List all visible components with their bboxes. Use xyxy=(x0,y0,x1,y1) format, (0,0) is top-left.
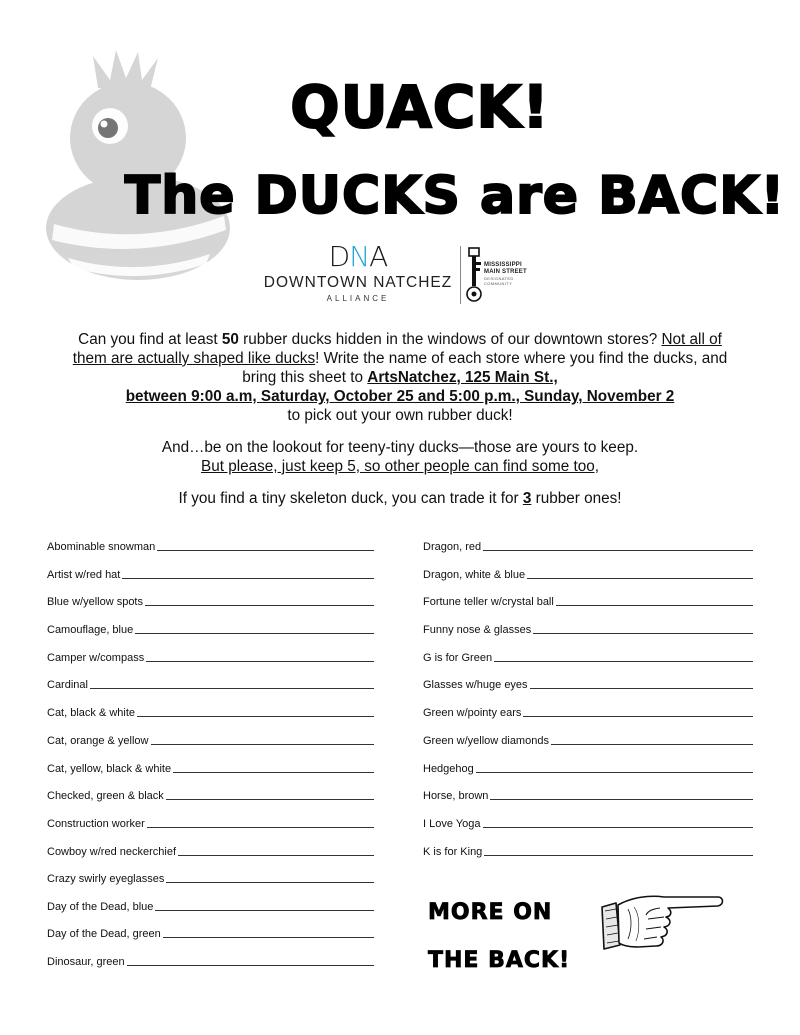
intro-underlined-text: But please, just keep 5, so other people can find some too, xyxy=(201,458,599,475)
write-in-line[interactable] xyxy=(166,799,374,800)
list-item xyxy=(423,620,753,636)
write-in-line[interactable] xyxy=(476,772,753,773)
write-in-line[interactable] xyxy=(155,910,374,911)
write-in-line[interactable] xyxy=(494,661,753,662)
dropoff-times: between 9:00 a.m, Saturday, October 25 and 5:00 p.m., Sunday, November 2 xyxy=(125,388,675,405)
list-item xyxy=(423,786,753,802)
write-in-line[interactable] xyxy=(490,799,753,800)
write-in-line[interactable] xyxy=(556,605,753,606)
downtown-natchez-alliance-logo xyxy=(258,240,458,305)
list-item xyxy=(423,592,753,608)
list-item-label: Day of the Dead, green xyxy=(47,928,161,940)
write-in-line[interactable] xyxy=(127,965,374,966)
mms-tagline: DESIGNATED COMMUNITY xyxy=(484,276,514,286)
write-in-line[interactable] xyxy=(122,578,374,579)
list-item xyxy=(47,675,374,691)
intro-paragraph-3 xyxy=(50,489,750,508)
mms-text xyxy=(484,262,527,276)
write-in-line[interactable] xyxy=(484,855,753,856)
list-item-label: Horse, brown xyxy=(423,790,489,802)
trade-count: 3 xyxy=(522,490,532,507)
list-item xyxy=(423,537,753,553)
write-in-line[interactable] xyxy=(151,744,375,745)
list-item-label: Funny nose & glasses xyxy=(423,624,532,636)
list-item-label: Dragon, red xyxy=(423,541,482,553)
pointing-hand-icon xyxy=(598,889,726,957)
write-in-line[interactable] xyxy=(173,772,374,773)
list-item xyxy=(47,924,374,940)
list-item-label: Cowboy w/red neckerchief xyxy=(47,846,177,858)
list-item-label: Cat, black & white xyxy=(47,707,136,719)
list-item xyxy=(423,814,753,830)
list-item xyxy=(47,648,374,664)
mms-text-line2: MAIN STREET xyxy=(484,269,527,275)
dna-name: DOWNTOWN NATCHEZ xyxy=(263,274,453,291)
list-item-label: Camper w/compass xyxy=(47,652,145,664)
list-item-label: Abominable snowman xyxy=(47,541,156,553)
write-in-line[interactable] xyxy=(483,827,753,828)
list-item xyxy=(47,565,374,581)
list-item xyxy=(47,897,374,913)
write-in-line[interactable] xyxy=(137,716,374,717)
list-item-label: Camouflage, blue xyxy=(47,624,134,636)
list-item xyxy=(47,952,374,968)
dna-mark xyxy=(258,240,458,273)
list-item-label: K is for King xyxy=(423,846,483,858)
intro-underlined-text: Not all of xyxy=(661,331,722,348)
write-in-line[interactable] xyxy=(147,827,374,828)
list-item xyxy=(47,869,374,885)
list-item xyxy=(423,731,753,747)
write-in-line[interactable] xyxy=(163,937,374,938)
list-item xyxy=(47,759,374,775)
list-item-label: Fortune teller w/crystal ball xyxy=(423,596,554,608)
list-item-label: I Love Yoga xyxy=(423,818,481,830)
write-in-line[interactable] xyxy=(527,578,753,579)
intro-text-segment: And…be on the lookout for teeny-tiny ducks—those are yours to keep. xyxy=(161,439,639,456)
list-item xyxy=(47,620,374,636)
list-item-label: Dragon, white & blue xyxy=(423,569,526,581)
headline-quack: QUACK! xyxy=(290,73,550,141)
list-item-label: Glasses w/huge eyes xyxy=(423,679,528,691)
intro-text-segment: rubber ones! xyxy=(531,490,622,507)
intro-text xyxy=(50,330,750,508)
list-item-label: Green w/yellow diamonds xyxy=(423,735,549,747)
intro-paragraph-1 xyxy=(50,330,750,425)
key-icon xyxy=(466,246,482,306)
list-item-label: Cardinal xyxy=(47,679,88,691)
list-item-label: Day of the Dead, blue xyxy=(47,901,154,913)
intro-text-segment: bring this sheet to xyxy=(242,369,368,386)
list-item xyxy=(47,842,374,858)
list-item-label: Crazy swirly eyeglasses xyxy=(47,873,165,885)
intro-text-segment: Can you find at least xyxy=(78,331,222,348)
write-in-line[interactable] xyxy=(530,688,753,689)
mms-text-line1: MISSISSIPPI xyxy=(484,262,522,268)
write-in-line[interactable] xyxy=(533,633,753,634)
write-in-line[interactable] xyxy=(146,661,374,662)
list-item-label: G is for Green xyxy=(423,652,493,664)
list-item-label: Dinosaur, green xyxy=(47,956,125,968)
duck-count: 50 xyxy=(221,331,239,348)
dna-letter-a: A xyxy=(369,240,388,273)
list-item-label: Blue w/yellow spots xyxy=(47,596,143,608)
list-item-label: Hedgehog xyxy=(423,763,474,775)
list-item xyxy=(47,592,374,608)
intro-underlined-text: them are actually shaped like ducks xyxy=(72,350,316,367)
list-item-label: Checked, green & black xyxy=(47,790,164,802)
more-on-back-line2: THE BACK! xyxy=(428,948,571,973)
dna-letter-d: D xyxy=(328,240,350,273)
write-in-line[interactable] xyxy=(178,855,374,856)
list-item xyxy=(423,703,753,719)
list-item-label: Cat, yellow, black & white xyxy=(47,763,172,775)
list-item-label: Construction worker xyxy=(47,818,145,830)
list-item xyxy=(47,703,374,719)
write-in-line[interactable] xyxy=(90,688,374,689)
write-in-line[interactable] xyxy=(166,882,374,883)
write-in-line[interactable] xyxy=(145,605,374,606)
intro-text-segment: ! Write the name of each store where you find the ducks, and xyxy=(315,350,728,367)
list-item xyxy=(423,648,753,664)
intro-text-segment: rubber ducks hidden in the windows of our downtown stores? xyxy=(238,331,662,348)
list-item xyxy=(47,814,374,830)
write-in-line[interactable] xyxy=(483,550,753,551)
list-item-label: Cat, orange & yellow xyxy=(47,735,149,747)
more-on-back-line1: MORE ON xyxy=(428,900,553,925)
mississippi-main-street-logo xyxy=(466,246,536,306)
intro-text-segment: to pick out your own rubber duck! xyxy=(287,407,513,424)
dna-letter-n: N xyxy=(349,240,370,273)
write-in-line[interactable] xyxy=(523,716,753,717)
write-in-line[interactable] xyxy=(157,550,374,551)
logo-divider xyxy=(460,246,461,304)
intro-paragraph-2 xyxy=(50,438,750,476)
headline-ducks-back: The DUCKS are BACK! xyxy=(124,166,786,226)
write-in-line[interactable] xyxy=(551,744,753,745)
list-item-label: Artist w/red hat xyxy=(47,569,121,581)
list-item xyxy=(423,675,753,691)
list-item xyxy=(47,537,374,553)
write-in-line[interactable] xyxy=(135,633,374,634)
list-item xyxy=(423,759,753,775)
list-item xyxy=(423,842,753,858)
list-item xyxy=(47,731,374,747)
list-item-label: Green w/pointy ears xyxy=(423,707,522,719)
list-item xyxy=(47,786,374,802)
list-item xyxy=(423,565,753,581)
dna-subtitle: ALLIANCE xyxy=(326,294,390,303)
intro-text-segment: If you find a tiny skeleton duck, you can trade it for xyxy=(178,490,523,507)
dropoff-location: ArtsNatchez, 125 Main St., xyxy=(367,369,558,386)
